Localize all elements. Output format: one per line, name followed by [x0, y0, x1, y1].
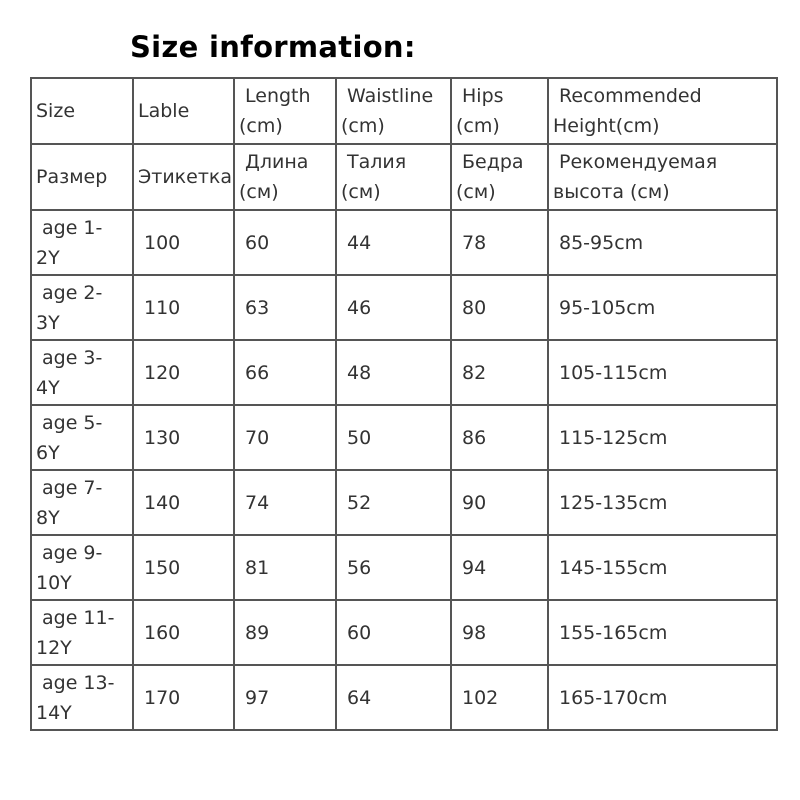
header-ru-length-label: Длина [245, 151, 309, 173]
hips-cell: 102 [451, 665, 548, 730]
label-cell: 130 [133, 405, 234, 470]
header-ru-size-label: Размер [36, 166, 108, 188]
table-row [31, 340, 777, 405]
size-cell: age 7- 8Y [31, 470, 133, 535]
page-title: Size information: [130, 30, 416, 64]
table-row [31, 665, 777, 730]
header-row-russian [31, 144, 777, 210]
label-cell: 170 [133, 665, 234, 730]
waistline-cell: 46 [336, 275, 451, 340]
size-cell: age 3- 4Y [31, 340, 133, 405]
size-cell: age 2- 3Y [31, 275, 133, 340]
table-row [31, 275, 777, 340]
size-cell: age 1- 2Y [31, 210, 133, 275]
header-ru-size [31, 144, 133, 210]
length-cell: 97 [234, 665, 336, 730]
length-cell: 74 [234, 470, 336, 535]
hips-cell: 82 [451, 340, 548, 405]
length-cell: 66 [234, 340, 336, 405]
size-table [30, 77, 778, 731]
header-label [133, 78, 234, 144]
waistline-cell: 60 [336, 600, 451, 665]
height-cell: 105-115cm [548, 340, 777, 405]
length-cell: 70 [234, 405, 336, 470]
table-row [31, 600, 777, 665]
height-cell: 85-95cm [548, 210, 777, 275]
label-cell: 100 [133, 210, 234, 275]
header-ru-hips-label: Бедра [462, 151, 524, 173]
hips-cell: 90 [451, 470, 548, 535]
waistline-cell: 44 [336, 210, 451, 275]
header-ru-waistline [336, 144, 451, 210]
header-length [234, 78, 336, 144]
waistline-cell: 56 [336, 535, 451, 600]
header-waistline-unit: (cm) [341, 115, 385, 137]
header-ru-hips-unit: (см) [456, 181, 496, 203]
header-ru-label [133, 144, 234, 210]
label-cell: 160 [133, 600, 234, 665]
header-recommended-height-unit: Height(cm) [553, 115, 660, 137]
header-waistline [336, 78, 451, 144]
length-cell: 81 [234, 535, 336, 600]
header-size-label: Size [36, 100, 76, 122]
header-size [31, 78, 133, 144]
header-hips-unit: (cm) [456, 115, 500, 137]
table-row [31, 210, 777, 275]
header-ru-waistline-unit: (см) [341, 181, 381, 203]
table-row [31, 535, 777, 600]
header-hips [451, 78, 548, 144]
label-cell: 150 [133, 535, 234, 600]
height-cell: 165-170cm [548, 665, 777, 730]
header-label-label: Lable [138, 100, 190, 122]
header-ru-recommended-height-label: Рекомендуемая [559, 151, 718, 173]
table-row [31, 470, 777, 535]
hips-cell: 78 [451, 210, 548, 275]
height-cell: 115-125cm [548, 405, 777, 470]
header-ru-waistline-label: Талия [347, 151, 407, 173]
length-cell: 89 [234, 600, 336, 665]
header-ru-recommended-height-unit: высота (см) [553, 181, 670, 203]
waistline-cell: 52 [336, 470, 451, 535]
size-cell: age 5- 6Y [31, 405, 133, 470]
label-cell: 120 [133, 340, 234, 405]
hips-cell: 86 [451, 405, 548, 470]
label-cell: 110 [133, 275, 234, 340]
header-hips-label: Hips [462, 85, 504, 107]
header-ru-hips [451, 144, 548, 210]
hips-cell: 80 [451, 275, 548, 340]
hips-cell: 94 [451, 535, 548, 600]
header-waistline-label: Waistline [347, 85, 434, 107]
label-cell: 140 [133, 470, 234, 535]
waistline-cell: 50 [336, 405, 451, 470]
header-ru-length-unit: (см) [239, 181, 279, 203]
height-cell: 125-135cm [548, 470, 777, 535]
header-row-english [31, 78, 777, 144]
header-length-unit: (cm) [239, 115, 283, 137]
header-ru-length [234, 144, 336, 210]
height-cell: 155-165cm [548, 600, 777, 665]
size-cell: age 13- 14Y [31, 665, 133, 730]
height-cell: 145-155cm [548, 535, 777, 600]
size-cell: age 9- 10Y [31, 535, 133, 600]
waistline-cell: 48 [336, 340, 451, 405]
header-ru-recommended-height [548, 144, 777, 210]
header-length-label: Length [245, 85, 311, 107]
header-ru-label-label: Этикетка [138, 166, 233, 188]
waistline-cell: 64 [336, 665, 451, 730]
length-cell: 63 [234, 275, 336, 340]
length-cell: 60 [234, 210, 336, 275]
header-recommended-height-label: Recommended [559, 85, 702, 107]
size-cell: age 11- 12Y [31, 600, 133, 665]
header-recommended-height [548, 78, 777, 144]
height-cell: 95-105cm [548, 275, 777, 340]
hips-cell: 98 [451, 600, 548, 665]
table-row [31, 405, 777, 470]
